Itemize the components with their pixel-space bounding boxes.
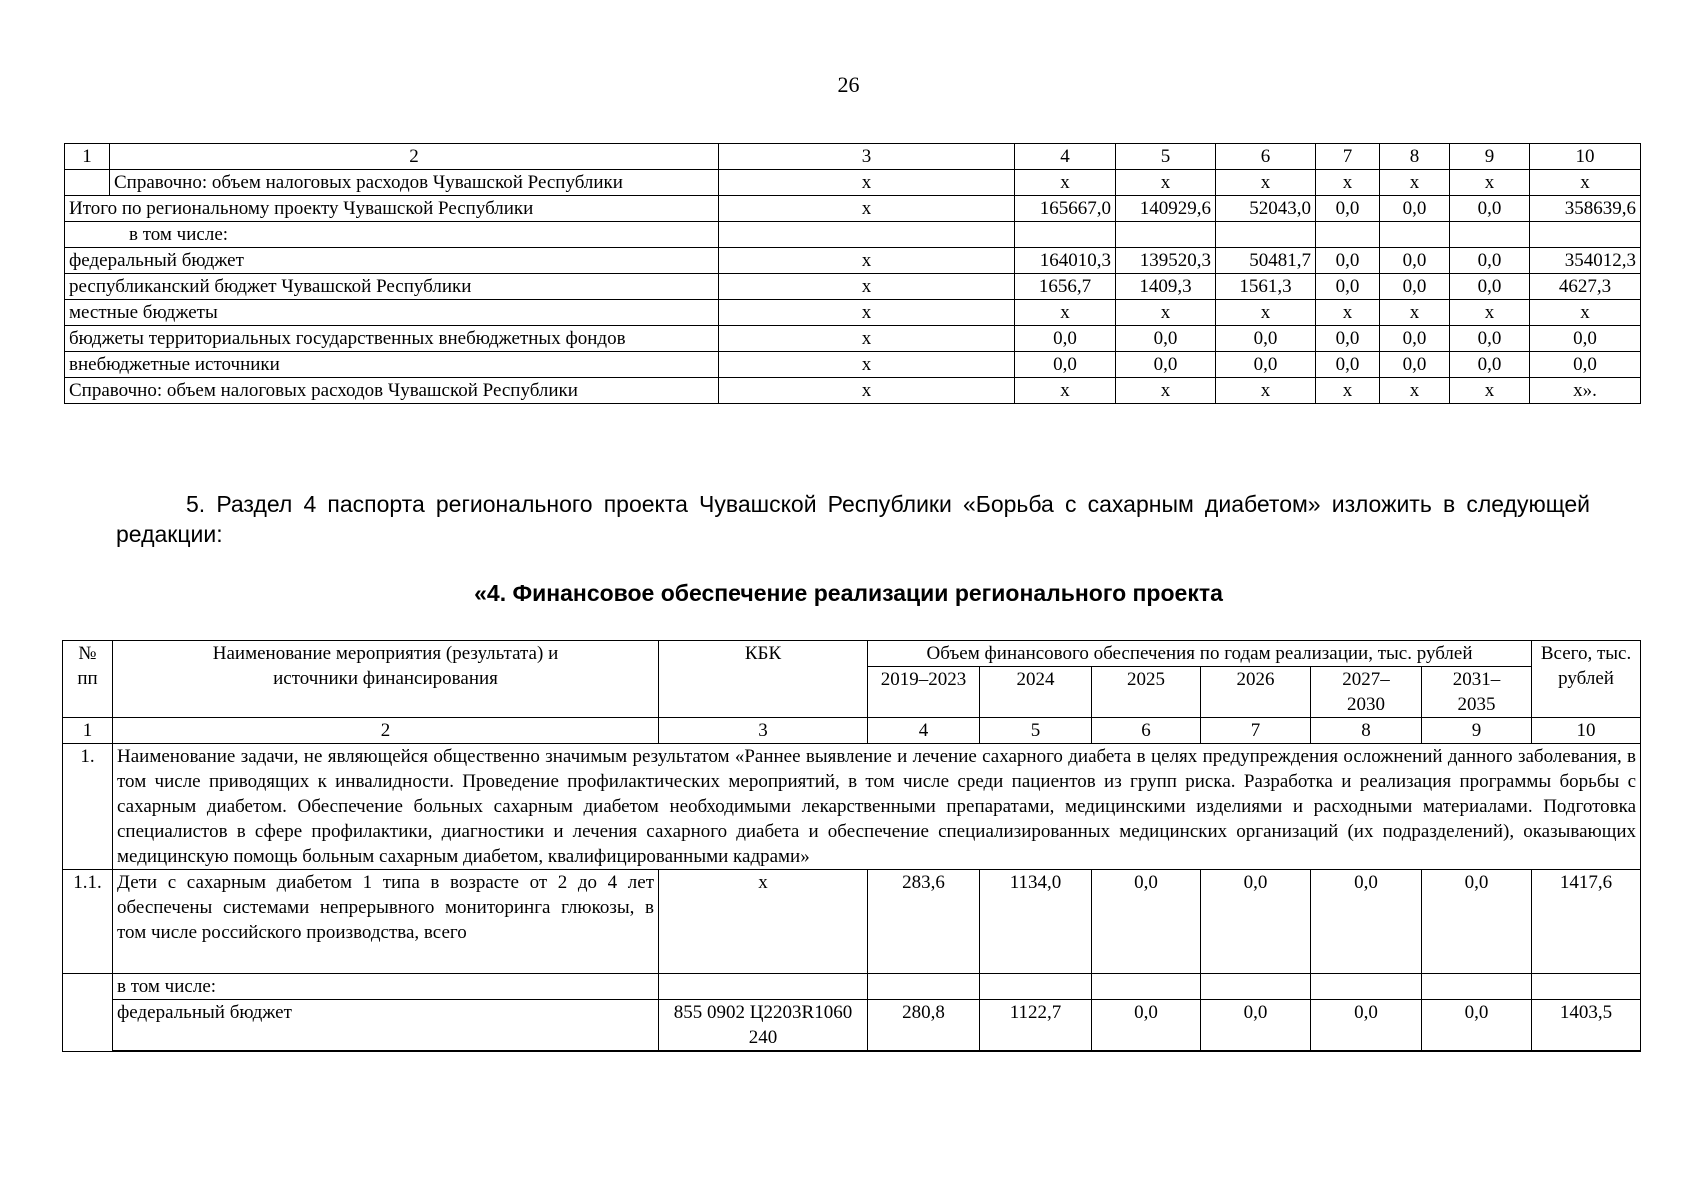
table-cell: 0,0 — [1530, 352, 1641, 378]
table-cell: 0,0 — [1450, 196, 1530, 222]
kbk-code: 855 0902 Ц2203R1060 240 — [659, 1000, 868, 1052]
table-cell: x — [1450, 378, 1530, 404]
table-cell: 0,0 — [1422, 870, 1532, 974]
table-cell: 0,0 — [1380, 248, 1450, 274]
table-cell: x — [1450, 170, 1530, 196]
table-cell: 354012,3 — [1530, 248, 1641, 274]
row-label: федеральный бюджет — [65, 248, 719, 274]
table-cell: 1403,5 — [1532, 1000, 1641, 1052]
header-year: 2031–2035 — [1422, 667, 1532, 718]
item-number: 1.1. — [63, 870, 113, 974]
table-row — [65, 378, 1641, 404]
item-name: Дети с сахарным диабетом 1 типа в возрасте от 2 до 4 лет обеспечены системами непрерывного мониторинга глюкозы, в том числе российского производства, всего — [113, 870, 659, 974]
page-number: 26 — [837, 72, 860, 97]
table-row — [65, 326, 1641, 352]
table-cell: 0,0 — [1201, 870, 1311, 974]
table-cell: x — [1380, 170, 1450, 196]
table-row — [65, 274, 1641, 300]
section-heading: «4. Финансовое обеспечение реализации регионального проекта — [474, 580, 1223, 606]
table-cell: 165667,0 — [1015, 196, 1116, 222]
table-cell: 0,0 — [1316, 248, 1380, 274]
header-year: 2027–2030 — [1311, 667, 1422, 718]
header-year: 2019–2023 — [868, 667, 980, 718]
item-kbk: x — [659, 870, 868, 974]
table-header-row — [65, 144, 1641, 170]
table-cell: 0,0 — [1450, 326, 1530, 352]
table-cell: 0,0 — [1116, 352, 1216, 378]
row-label: местные бюджеты — [65, 300, 719, 326]
row-label: внебюджетные источники — [65, 352, 719, 378]
table-cell: x — [719, 300, 1015, 326]
column-number: 2 — [113, 718, 659, 744]
column-number: 9 — [1450, 144, 1530, 170]
row-label: в том числе: — [65, 222, 719, 248]
table-row — [65, 222, 1641, 248]
table-cell: 0,0 — [1450, 274, 1530, 300]
table-row — [65, 170, 1641, 196]
task-number: 1. — [63, 744, 113, 870]
table-cell: x — [1380, 300, 1450, 326]
table-cell: x — [719, 274, 1015, 300]
table-cell: 0,0 — [1450, 352, 1530, 378]
table-cell: x — [719, 378, 1015, 404]
column-number: 4 — [868, 718, 980, 744]
table-cell: 1122,7 — [980, 1000, 1092, 1052]
table-cell: 140929,6 — [1116, 196, 1216, 222]
table-cell: x — [1316, 300, 1380, 326]
row-label: Справочно: объем налоговых расходов Чувашской Республики — [65, 378, 719, 404]
column-number: 1 — [63, 718, 113, 744]
table-row — [63, 974, 1641, 1000]
column-number: 5 — [980, 718, 1092, 744]
table-cell: 0,0 — [1380, 326, 1450, 352]
header-year: 2026 — [1201, 667, 1311, 718]
table-row — [63, 1000, 1641, 1052]
column-number: 4 — [1015, 144, 1116, 170]
table-cell: x — [719, 326, 1015, 352]
table-cell: x — [1116, 378, 1216, 404]
table-cell: 283,6 — [868, 870, 980, 974]
table-cell: 280,8 — [868, 1000, 980, 1052]
table-cell: x — [1015, 300, 1116, 326]
header-volume: Объем финансового обеспечения по годам реализации, тыс. рублей — [868, 641, 1532, 667]
column-number: 7 — [1316, 144, 1380, 170]
column-number: 9 — [1422, 718, 1532, 744]
header-kbk: КБК — [659, 641, 868, 718]
table-cell: x — [1380, 378, 1450, 404]
table-row — [65, 300, 1641, 326]
table-cell: x — [719, 196, 1015, 222]
header-name: Наименование мероприятия (результата) и источники финансирования — [113, 641, 659, 718]
row-label: в том числе: — [113, 974, 659, 1000]
table-cell: 1409,3 — [1116, 274, 1216, 300]
table-cell: 0,0 — [1116, 326, 1216, 352]
row-label: бюджеты территориальных государственных внебюджетных фондов — [65, 326, 719, 352]
column-number: 10 — [1530, 144, 1641, 170]
column-number: 6 — [1216, 144, 1316, 170]
table-cell: x — [719, 170, 1015, 196]
column-number: 8 — [1311, 718, 1422, 744]
table-cell: 1134,0 — [980, 870, 1092, 974]
table-cell: 0,0 — [1311, 1000, 1422, 1052]
row-label: Итого по региональному проекту Чувашской Республики — [65, 196, 719, 222]
table-cell: 0,0 — [1380, 352, 1450, 378]
table-row — [65, 248, 1641, 274]
table-row — [65, 196, 1641, 222]
table-cell: 0,0 — [1316, 274, 1380, 300]
task-row — [63, 744, 1641, 870]
table-cell: 52043,0 — [1216, 196, 1316, 222]
table-cell: 50481,7 — [1216, 248, 1316, 274]
table-cell: 4627,3 — [1530, 274, 1641, 300]
column-number: 7 — [1201, 718, 1311, 744]
table-cell: 1656,7 — [1015, 274, 1116, 300]
column-number: 8 — [1380, 144, 1450, 170]
table-cell: 0,0 — [1530, 326, 1641, 352]
table-cell: x — [1530, 170, 1641, 196]
table-cell: x — [1216, 300, 1316, 326]
table-cell: x — [719, 248, 1015, 274]
column-number: 3 — [719, 144, 1015, 170]
table-cell: 0,0 — [1201, 1000, 1311, 1052]
table-cell: x — [1316, 170, 1380, 196]
table-cell: x». — [1530, 378, 1641, 404]
table-cell: x — [1116, 170, 1216, 196]
table-cell: x — [1216, 378, 1316, 404]
row-label: Справочно: объем налоговых расходов Чувашской Республики — [110, 170, 719, 196]
table-cell: x — [1015, 170, 1116, 196]
table-cell: 0,0 — [1316, 326, 1380, 352]
table-cell: 0,0 — [1216, 352, 1316, 378]
table-cell: x — [1116, 300, 1216, 326]
column-number: 3 — [659, 718, 868, 744]
table-cell: 0,0 — [1015, 326, 1116, 352]
table-cell: 0,0 — [1380, 196, 1450, 222]
table-header-row — [63, 641, 1641, 667]
table-cell: 1417,6 — [1532, 870, 1641, 974]
column-number-row — [63, 718, 1641, 744]
table-cell: x — [1450, 300, 1530, 326]
amendment-paragraph: 5. Раздел 4 паспорта регионального проекта Чувашской Республики «Борьба с сахарным диабетом» изложить в следующей редакции: — [116, 491, 1590, 547]
column-number: 5 — [1116, 144, 1216, 170]
table-cell: 0,0 — [1092, 1000, 1201, 1052]
table-cell: 0,0 — [1380, 274, 1450, 300]
table-cell: x — [719, 352, 1015, 378]
column-number: 6 — [1092, 718, 1201, 744]
header-year: 2024 — [980, 667, 1092, 718]
row-label: республиканский бюджет Чувашской Республики — [65, 274, 719, 300]
table-row — [63, 870, 1641, 974]
column-number: 10 — [1532, 718, 1641, 744]
summary-table — [64, 143, 1641, 404]
table-cell: x — [1530, 300, 1641, 326]
financing-table — [62, 640, 1641, 1052]
table-cell: 358639,6 — [1530, 196, 1641, 222]
row-label: федеральный бюджет — [113, 1000, 659, 1052]
header-total: Всего, тыс. рублей — [1532, 641, 1641, 718]
table-cell: 0,0 — [1216, 326, 1316, 352]
header-year: 2025 — [1092, 667, 1201, 718]
table-cell: x — [1316, 378, 1380, 404]
table-cell: 0,0 — [1311, 870, 1422, 974]
column-number: 2 — [110, 144, 719, 170]
table-cell: 0,0 — [1092, 870, 1201, 974]
header-num: № пп — [63, 641, 113, 718]
table-cell: 0,0 — [1015, 352, 1116, 378]
table-cell: 1561,3 — [1216, 274, 1316, 300]
table-cell: 0,0 — [1422, 1000, 1532, 1052]
column-number: 1 — [65, 144, 110, 170]
table-cell: 139520,3 — [1116, 248, 1216, 274]
table-cell: x — [1015, 378, 1116, 404]
table-cell: x — [1216, 170, 1316, 196]
table-cell: 164010,3 — [1015, 248, 1116, 274]
table-row — [65, 352, 1641, 378]
task-description: Наименование задачи, не являющейся общественно значимым результатом «Раннее выявление и лечение сахарного диабета в целях предупреждения осложнений данного заболевания, в том числе приводящих к инвалидности. Проведение профилактических мероприятий, в том числе среди пациентов из групп риска. Разработка и реализация программы борьбы с сахарным диабетом. Обеспечение больных сахарным диабетом необходимыми лекарственными препаратами, медицинскими изделиями и расходными материалами. Подготовка специалистов в сфере профилактики, диагностики и лечения сахарного диабета и обеспечение специализированных медицинских организаций (их подразделений), оказывающих медицинскую помощь больным сахарным диабетом, квалифицированными кадрами» — [113, 744, 1641, 870]
table-cell: 0,0 — [1316, 196, 1380, 222]
table-cell: 0,0 — [1316, 352, 1380, 378]
table-cell: 0,0 — [1450, 248, 1530, 274]
